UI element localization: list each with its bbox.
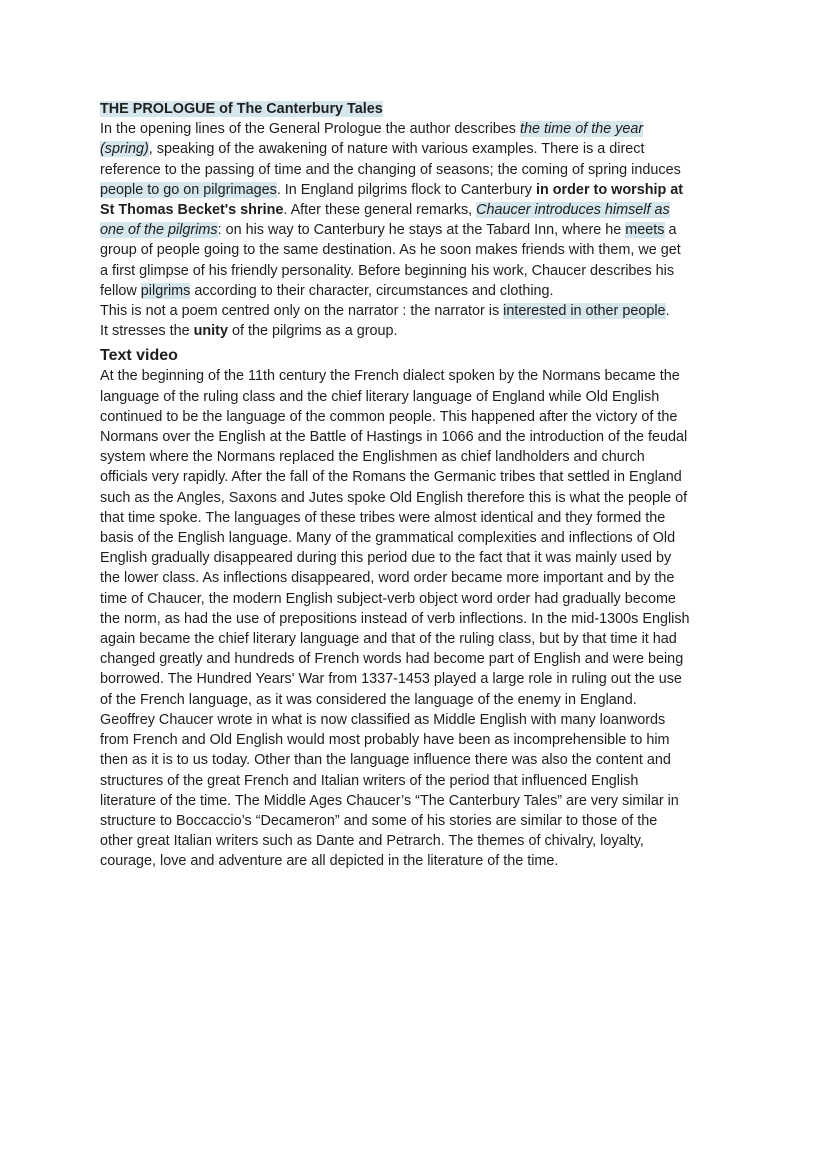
text-video-line: Geoffrey Chaucer wrote in what is now classified as Middle English with many loanwords (100, 711, 666, 728)
text-video-line: of the French language, as it was considered the language of the enemy in England. (100, 691, 637, 708)
prologue-section: THE PROLOGUE of The Canterbury Tales In the opening lines of the General Prologue the author describes the time of the year (spring), speaking of the awakening of nature with various examples. There is a direct reference to the passing of time and the changing of seasons; the coming of spring induces people to go on pilgrimages. In England pilgrims flock to Canterbury in order to worship at St Thomas Becket's shrine. After these general remarks, Chaucer introduces himself as one of the pilgrims: on his way to Canterbury he stays at the Tabard Inn, where he meets a group of people going to the same destination. As he soon makes friends with them, we get a first glimpse of his friendly personality. Before beginning his work, Chaucer describes his fellow pilgrims according to their character, circumstances and clothing. This is not a poem centred only on the narrator : the narrator is interested in other people. It stresses the unity of the pilgrims as a group. (100, 99, 730, 341)
highlight-meets: meets (625, 222, 665, 239)
highlight-pilgrims: pilgrims (140, 282, 191, 299)
text-video-line: continued to be the language of the common people. This happened after the victory of the (100, 408, 678, 425)
text-video-line: structure to Boccaccio’s “Decameron” and some of his stories are similar to those of the (100, 812, 658, 829)
text-video-line: from French and Old English would most probably have been as incomprehensible to him (100, 732, 670, 749)
text-video-line: the lower class. As inflections disappeared, word order became more important and by the (100, 570, 675, 587)
highlight-pilgrimages: people to go on pilgrimages (100, 181, 277, 198)
text-video-line: that time spoke. The languages of these tribes were almost identical and they formed the (100, 509, 666, 526)
prologue-paragraph-3: It stresses the unity of the pilgrims as a group. (100, 323, 398, 340)
highlight-chaucer-introduces: Chaucer introduces himself as (476, 202, 670, 219)
text-video-line: At the beginning of the 11th century the French dialect spoken by the Normans became the (100, 368, 680, 385)
text-video-line: the norm, as had the use of prepositions instead of verb inflections. In the mid-1300s English (100, 610, 690, 627)
highlight-interested: interested in other people (503, 303, 666, 320)
highlight-one-of-pilgrims: one of the pilgrims (100, 222, 218, 239)
text-video-line: English gradually disappeared during this period due to the fact that it was mainly used by (100, 550, 672, 567)
text-video-body (100, 366, 730, 871)
text-video-line: officials very rapidly. After the fall of the Romans the Germanic tribes that settled in England (100, 469, 682, 486)
text-video-line: Normans over the English at the Battle of Hastings in 1066 and the introduction of the feudal (100, 429, 688, 446)
text-video-line: structures of the great French and Italian writers of the period that influenced English (100, 772, 639, 789)
document-page (100, 99, 730, 872)
text-video-line: system where the Normans replaced the Englishmen as chief landholders and church (100, 449, 645, 466)
bold-unity: unity (193, 323, 228, 340)
text-video-line: literature of the time. The Middle Ages Chaucer’s “The Canterbury Tales” are very similar in (100, 792, 679, 809)
text-video-line: time of Chaucer, the modern English subject-verb object word order had gradually become (100, 590, 676, 607)
text-video-line: language of the ruling class and the chief literary language of England while Old English (100, 388, 660, 405)
prologue-paragraph-2: This is not a poem centred only on the narrator : the narrator is interested in other people. (100, 303, 670, 320)
text-video-line: borrowed. The Hundred Years' War from 1337-1453 played a large role in ruling out the use (100, 671, 682, 688)
text-video-line: such as the Angles, Saxons and Jutes spoke Old English therefore this is what the people of (100, 489, 688, 506)
text-video-line: then as it is to us today. Other than the language influence there was also the content and (100, 752, 671, 769)
highlight-time-of-year: the time of the year (520, 121, 644, 138)
text-video-line: courage, love and adventure are all depicted in the literature of the time. (100, 853, 559, 870)
bold-worship: in order to worship at (535, 181, 684, 198)
text-video-line: changed greatly and hundreds of French words had become part of English and were being (100, 651, 684, 668)
text-video-line: basis of the English language. Many of the grammatical complexities and inflections of Old (100, 530, 676, 547)
bold-shrine: St Thomas Becket's shrine (100, 202, 284, 219)
prologue-title: THE PROLOGUE of The Canterbury Tales (100, 101, 383, 117)
text-video-line: again became the chief literary language and that of the ruling class, but by that time it had (100, 631, 677, 648)
text-video-line: other great Italian writers such as Dante and Petrarch. The themes of chivalry, loyalty, (100, 833, 644, 850)
text-video-heading: Text video (100, 347, 178, 365)
highlight-spring: (spring) (100, 141, 149, 158)
